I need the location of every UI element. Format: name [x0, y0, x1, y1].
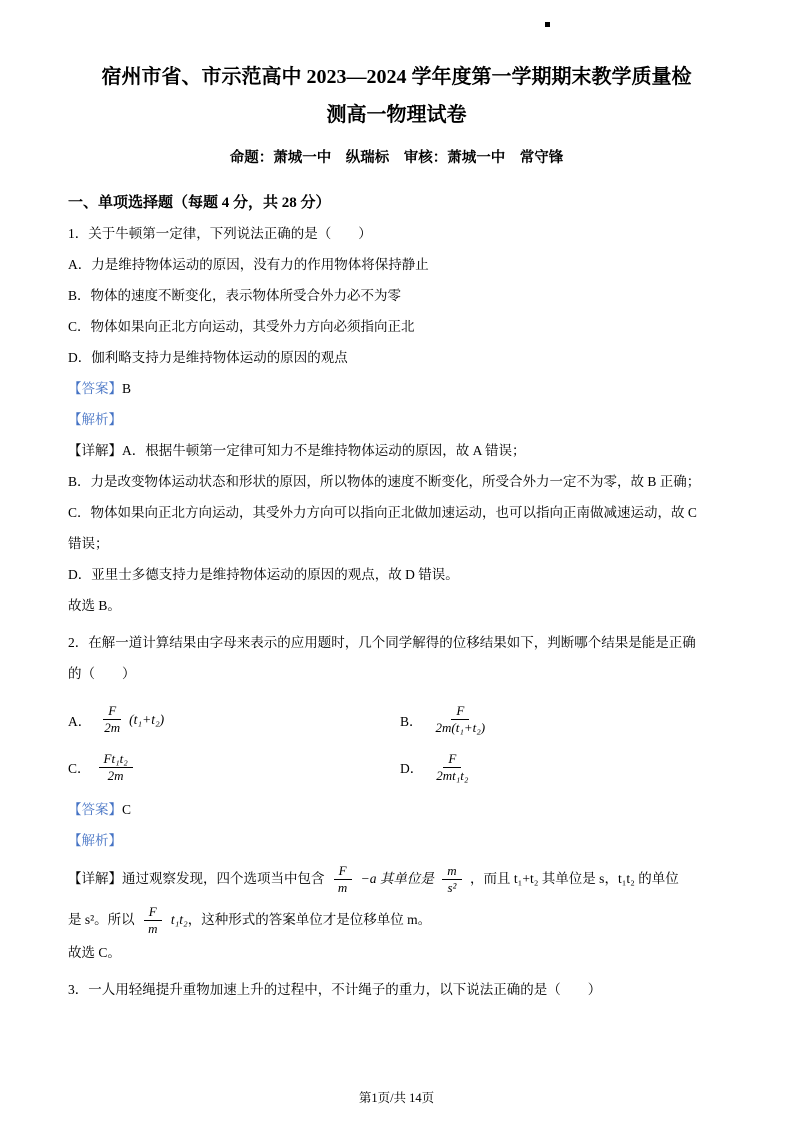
q2-detail-line2-b: ，这种形式的答案单位才是位移单位 m。: [187, 911, 432, 927]
q2-stem-line1: 2．在解一道计算结果由字母来表示的应用题时，几个同学解得的位移结果如下，判断哪个结果是能是正确: [68, 635, 696, 650]
fraction-numerator: Ft₁t₂: [99, 751, 133, 768]
fraction-numerator: F: [443, 751, 461, 768]
q2-option-b-fraction: [431, 703, 491, 737]
q2-option-a: [68, 703, 400, 737]
q2-detail-seg3: ，而且 t₁+t₂ 其单位是 s，t₁t₂ 的单位: [470, 871, 679, 886]
q2-option-d-label: D．: [400, 761, 424, 777]
q2-detail-fraction2: [442, 863, 461, 897]
q2-detail-seg1: 【详解】通过观察发现，四个选项当中包含: [68, 871, 325, 886]
q2-stem-line2: 的（ ）: [68, 666, 136, 681]
fraction-denominator: m: [148, 921, 158, 937]
q2-detail-line2-mid: t₁t₂: [170, 911, 188, 927]
q2-detail-line2-a: 是 s²。所以: [68, 911, 135, 927]
q2-option-a-label: A．: [68, 713, 92, 729]
fraction-denominator: s²: [447, 880, 457, 896]
q2-option-b: [400, 703, 494, 737]
q2-detail-seg2: −a 其单位是: [360, 871, 434, 886]
q2-detail-line2: [68, 903, 725, 938]
document-title: [68, 58, 725, 134]
q1-detail-line5: D．亚里士多德支持力是维持物体运动的原因的观点，故 D 错误。: [68, 567, 459, 582]
q2-options-row1: [68, 703, 725, 737]
q2-option-d: [400, 751, 477, 785]
q2-detail-fraction3: [143, 904, 162, 938]
fraction-numerator: F: [144, 904, 162, 921]
section-heading: 一、单项选择题（每题 4 分，共 28 分）: [68, 195, 331, 211]
q2-option-a-fraction: [99, 703, 125, 737]
q1-option-b: B．物体的速度不断变化，表示物体所受合外力必不为零: [68, 288, 402, 303]
q3-stem: 3．一人用轻绳提升重物加速上升的过程中，不计绳子的重力，以下说法正确的是（ ）: [68, 982, 602, 998]
q1-conclusion: 故选 B。: [68, 598, 121, 613]
byline: 命题：萧城一中 纵瑞标 审核：萧城一中 常守锋: [229, 150, 564, 166]
q1-option-d: D．伽利略支持力是维持物体运动的原因的观点: [68, 350, 348, 365]
q2-option-c: [68, 751, 400, 785]
fraction-denominator: 2m: [104, 720, 121, 736]
q2-analysis-label: 【解析】: [68, 833, 122, 848]
q2-option-b-label: B．: [400, 713, 423, 729]
fraction-numerator: F: [451, 703, 469, 720]
q1-detail-line2: B．力是改变物体运动状态和形状的原因，所以物体的速度不断变化，所受合外力一定不为零，故 B 正确；: [68, 474, 701, 489]
q1-option-a: A．力是维持物体运动的原因，没有力的作用物体将保持静止: [68, 257, 429, 272]
q2-answer-value: C: [122, 802, 132, 817]
q2-answer-line: [68, 794, 725, 825]
page-footer: 第1页/共 14页: [358, 1091, 435, 1105]
q1-answer-line: [68, 373, 725, 404]
q2-option-a-suffix: (t₁+t₂): [129, 711, 165, 727]
q1-analysis-line: [68, 404, 725, 435]
q1-option-c: C．物体如果向正北方向运动，其受外力方向必须指向正北: [68, 319, 415, 334]
q2-detail-fraction1: [333, 863, 352, 897]
q1-answer-label: 【答案】: [68, 381, 122, 396]
q1-detail-line4: 错误；: [68, 536, 109, 551]
q1-detail-line3: C．物体如果向正北方向运动，其受外力方向可以指向正北做加速运动，也可以指向正南做减速运动，故 C: [68, 505, 697, 520]
q2-analysis-line: [68, 825, 725, 856]
document-title-line2: 测高一物理试卷: [326, 104, 467, 126]
q1-answer-value: B: [122, 381, 132, 396]
q2-options-row2: [68, 751, 725, 785]
q2-answer-label: 【答案】: [68, 802, 122, 817]
q1-analysis-label: 【解析】: [68, 412, 122, 427]
q2-detail-line1: [68, 862, 725, 897]
fraction-denominator: 2m: [107, 767, 124, 783]
q2-option-c-label: C．: [68, 761, 91, 777]
q2-option-c-fraction: [99, 751, 133, 785]
fraction-denominator: m: [337, 880, 348, 896]
fraction-denominator: 2m(t₁+t₂): [435, 720, 486, 736]
q1-detail-line1: 【详解】A．根据牛顿第一定律可知力不是维持物体运动的原因，故 A 错误；: [68, 443, 526, 458]
fraction-numerator: F: [103, 703, 121, 720]
fraction-denominator: 2mt₁t₂: [436, 767, 469, 783]
q2-option-d-fraction: [431, 751, 473, 785]
document-title-line1: 宿州市省、市示范高中 2023—2024 学年度第一学期期末教学质量检: [101, 66, 692, 88]
fraction-numerator: F: [334, 863, 352, 880]
q1-stem: 1．关于牛顿第一定律，下列说法正确的是（ ）: [68, 226, 372, 241]
fraction-numerator: m: [442, 863, 461, 880]
q2-conclusion: 故选 C。: [68, 945, 121, 961]
